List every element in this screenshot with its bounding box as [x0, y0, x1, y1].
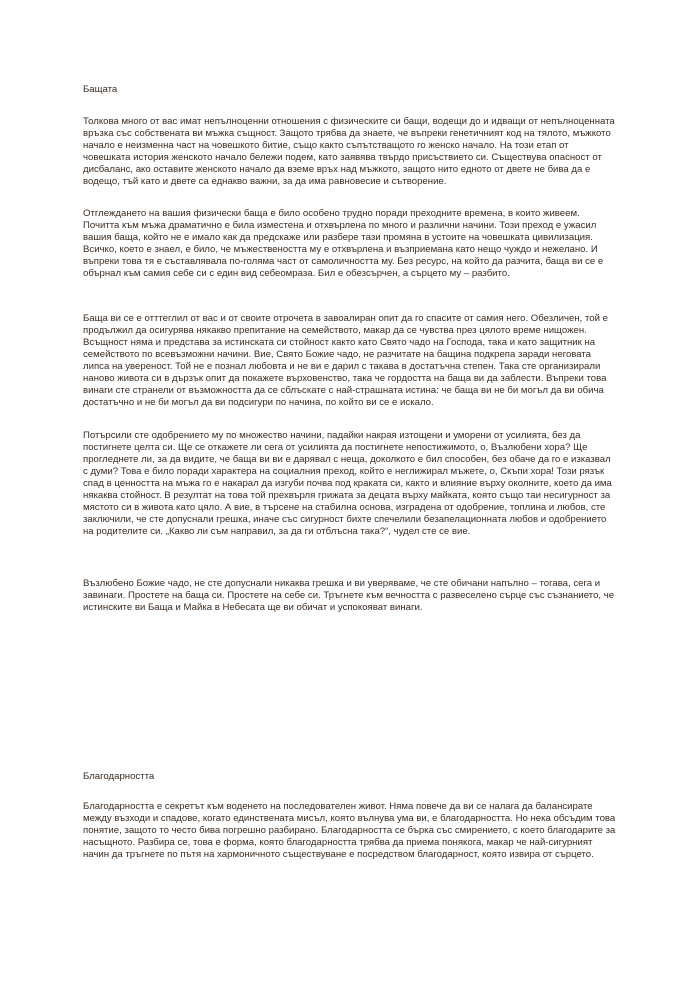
paragraph: Потърсили сте одобрението му по множество начини, падайки накрая изтощени и уморени от усилията, без да постигнете целта си. Ще се откажете ли сега от усилията да постигнете непостижимото, о, Възлюбени хора? Ще прогледнете ли, за да видите, че баща ви ви е дарявал с неща, доколкото е бил способен, без обаче да го е изказвал с думи? Това е било поради характера на социалния преход, който е неглижирал мъжете, о, Скъпи хора! Този рязък спад в ценността на мъжа го е накарал да изгуби почва под краката си, както и влияние върху околните, което да има някаква стойност. В резултат на това той прехвърля грижата за децата върху майката, която също таи несигурност за мястото си в живота като цяло. А вие, в търсене на стабилна основа, изградена от одобрение, топлина и любов, сте заключили, че сте допуснали грешка, иначе със сигурност бихте спечелили безапелационната любов и одобрението на родителите си. „Какво ли съм направил, за да ги отблъсна така?“, чудел сте се вие. — [83, 430, 612, 537]
paragraph: Възлюбено Божие чадо, не сте допуснали никаква грешка и ви уверяваме, че сте обичани напълно – тогава, сега и завинаги. Простете на баща си. Простете на себе си. Тръгнете към вечността с развеселено сърце със съзнанието, че истинските ви Баща и Майка в Небесата ще ви обичат и успокояват винаги. — [83, 578, 615, 613]
section-title-father: Бащата — [83, 84, 118, 95]
document-page — [83, 0, 618, 989]
paragraph: Баща ви се е отттеглил от вас и от своите отрочета в завоалиран опит да го спасите от самия него. Обезличен, той е продължил да осигурява някакво препитание на семейството, макар да се чувства през цялото време нищожен. Всъщност няма и представа за истинската си стойност както като Свято чадо на Господа, така и като защитник на семейството по всевъзможни начини. Вие, Свято Божие чадо, не разчитате на бащина подкрепа заради неговата липса на увереност. Той не е познал любовта и не ви е дарил с такава в достатъчна степен. Така сте организирали наново живота си в дързък опит да покажете върховенство, така че гордостта на баща ви да заблести. Въпреки това винаги сте странели от възможността да се сблъскате с най-страшната истина: че баща ви не би могъл да ви обича достатъчно и не би могъл да ви подсигури по начина, по който ви се е искало. — [83, 313, 608, 408]
paragraph: Толкова много от вас имат непълноценни отношения с физическите си бащи, водещи до и идващи от непълноценната връзка със собствената ви мъжка същност. Защото трябва да знаете, че въпреки генетичният код на тялото, мъжкото начало е неизменна част на човешкото битие, също както съпътстващото го женско начало. На този етап от човешката история женското начало бележи подем, като заявява твърдо присъствието си. Съществува опасност от дисбаланс, ако оставите женското начало да вземе връх над мъжкото, защото нито едното от двете не бива да е водещо, тъй като и двете са еднакво важни, за да има равновесие и сътворение. — [83, 116, 615, 187]
paragraph: Благодарността е секретът към воденето на последователен живот. Няма повече да ви се налага да балансирате между възходи и спадове, когато единствената мисъл, която вълнува ума ви, е благодарността. Но нека обсъдим това понятие, защото то често бива погрешно разбирано. Благодарността се бърка със смирението, с което благодарите за насъщното. Разбира се, това е форма, която благодарността трябва да приема понякога, макар че най-сигурният начин да тръгнете по пътя на хармоничното съществуване е посредством благодарност, която извира от сърцето. — [83, 801, 616, 860]
paragraph: Отглеждането на вашия физически баща е било особено трудно поради преходните времена, в които живеем. Почитта към мъжа драматично е била изместена и отхвърлена по много и различни начини. Този преход е ужасил вашия баща, който не е имало как да предскаже или разбере тази промяна в устоите на човешката цивилизация. Всичко, което е знаел, е било, че мъжествеността му е отхвърлена и възприемана като нещо чуждо и нежелано. И въпреки това тя е съставлявала по-голяма част от самоличността му. Без ресурс, на който да разчита, баща ви се е обърнал към самия себе си с един вид себеомраза. Бил е обезсърчен, а сърцето му – разбито. — [83, 208, 604, 279]
section-title-gratitude: Благодарността — [83, 771, 155, 782]
